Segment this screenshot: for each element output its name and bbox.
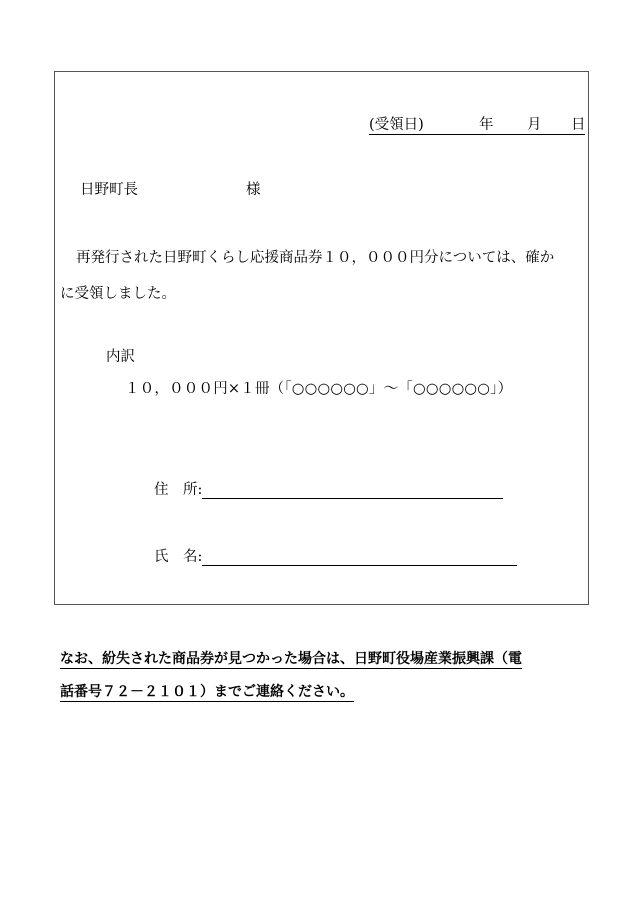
address-label: 住 所: [154, 482, 203, 498]
receipt-day: 日 [571, 117, 586, 133]
addressee-row [80, 181, 261, 199]
breakdown-detail: １０，０００円×１冊（「○○○○○○」～「○○○○○○」） [125, 381, 513, 397]
name-label: 氏 名: [154, 549, 203, 565]
receipt-month: 月 [527, 117, 542, 133]
notice-line-2: 話番号７２－２１０１）までご連絡ください。 [60, 684, 354, 700]
receipt-body-line-1: 再発行された日野町くらし応援商品券１０，０００円分については、確か [76, 250, 555, 266]
notice-line-1: なお、紛失された商品券が見つかった場合は、日野町役場産業振興課（電 [60, 651, 522, 667]
receipt-date-row [369, 116, 585, 140]
address-blank-line[interactable] [202, 498, 503, 499]
address-field[interactable] [154, 481, 202, 499]
addressee-honorific: 様 [246, 182, 261, 198]
receipt-date-underline [369, 116, 585, 135]
name-field[interactable] [154, 548, 202, 566]
receipt-date-label: (受領日) [369, 117, 424, 133]
name-blank-line[interactable] [202, 565, 517, 566]
receipt-form-frame [54, 71, 589, 605]
breakdown-label: 内訳 [106, 349, 135, 365]
receipt-body-line-2: に受領しました。 [60, 286, 176, 302]
receipt-year: 年 [479, 117, 494, 133]
addressee-title: 日野町長 [80, 182, 138, 198]
